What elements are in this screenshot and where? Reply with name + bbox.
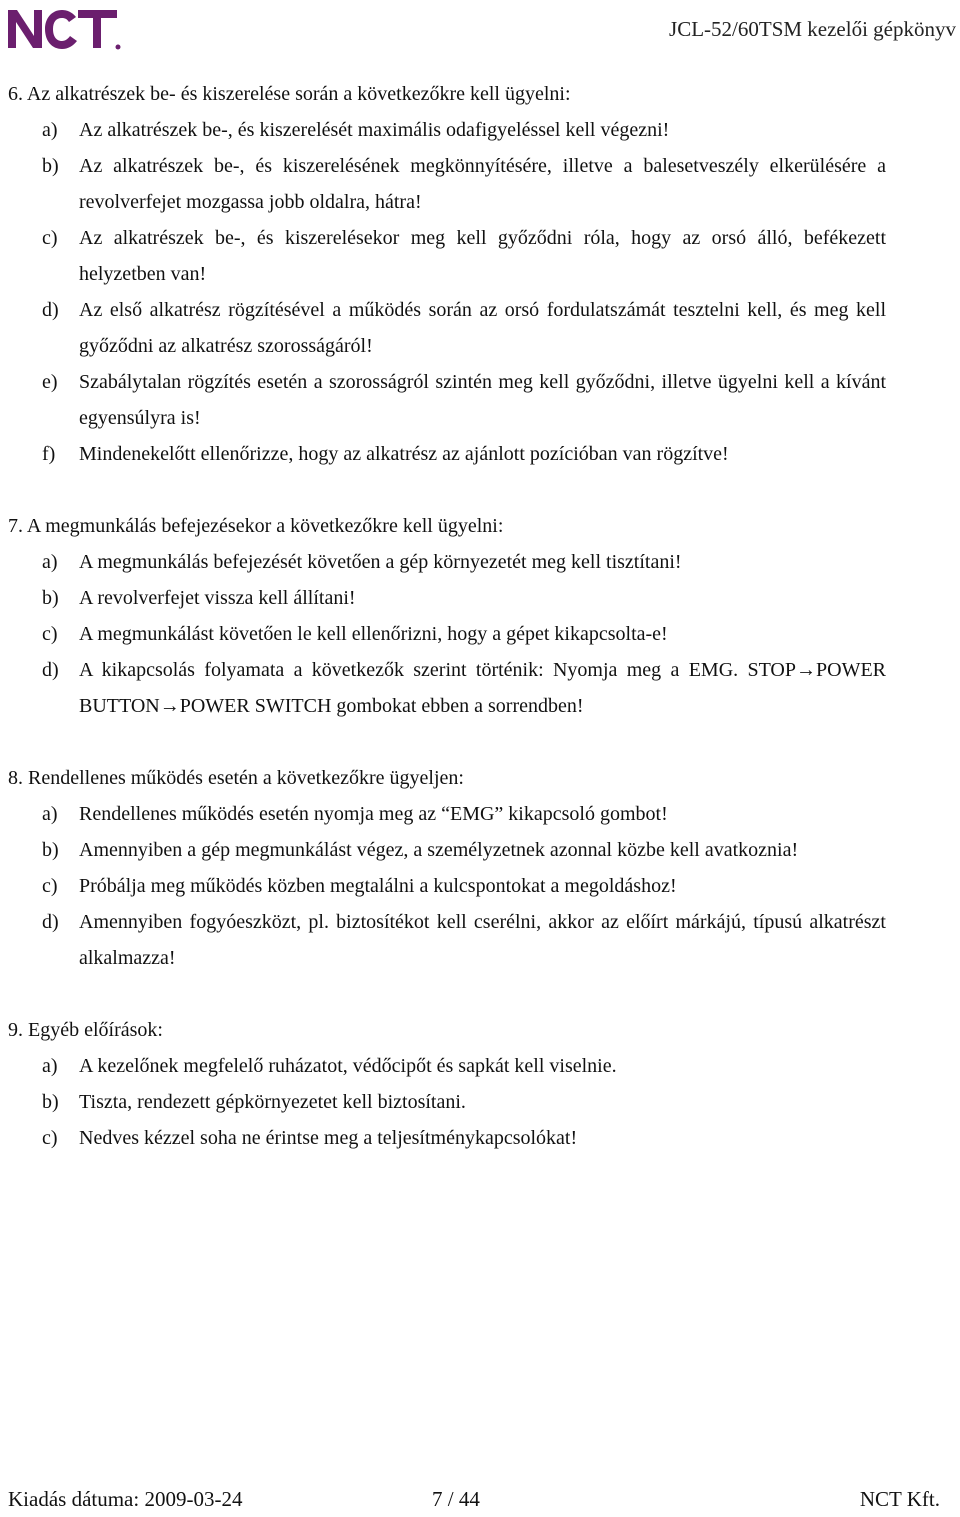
- list-item-letter: a): [42, 551, 58, 573]
- nct-logo-graphic: [6, 4, 122, 52]
- list-item-text: Az alkatrészek be-, és kiszerelésekor meg kell győződni róla, hogy az orsó álló, befékezett helyzetben van!: [79, 227, 886, 285]
- list-item-text: Amennyiben fogyóeszközt, pl. biztosítékot kell cserélni, akkor az előírt márkájú, típusú alkatrészt alkalmazza!: [79, 911, 886, 969]
- page-number: 7 / 44: [432, 1487, 480, 1511]
- list-item-letter: c): [42, 1127, 58, 1149]
- issue-date: Kiadás dátuma: 2009-03-24: [8, 1487, 243, 1511]
- list-item-letter: d): [42, 911, 59, 933]
- section-heading: 8. Rendellenes működés esetén a következőkre ügyeljen:: [8, 767, 464, 789]
- list-item-letter: c): [42, 875, 58, 897]
- list-item-letter: a): [42, 1055, 58, 1077]
- list-item: [8, 796, 886, 832]
- list-item: [8, 364, 886, 436]
- list-item-text: Szabálytalan rögzítés esetén a szorosságról szintén meg kell győződni, illetve ügyelni kell a kívánt egyensúlyra is!: [79, 371, 886, 429]
- list-item-letter: a): [42, 803, 58, 825]
- list-item: [8, 148, 886, 220]
- list-item-text: Próbálja meg működés közben megtalálni a kulcspontokat a megoldáshoz!: [79, 875, 677, 897]
- list-item-text: Az alkatrészek be-, és kiszerelésének megkönnyítésére, illetve a balesetveszély elkerülésére a revolverfejet mozgassa jobb oldalra, hátra!: [79, 155, 886, 213]
- section: [8, 1012, 886, 1156]
- list-item: [8, 616, 886, 652]
- list-item-text: A kikapcsolás folyamata a következők szerint történik: Nyomja meg a EMG. STOP→POWER BUTTON→POWER SWITCH gombokat ebben a sorrendben!: [79, 659, 886, 717]
- section: [8, 76, 886, 472]
- list-item-text: A megmunkálást követően le kell ellenőrizni, hogy a gépet kikapcsolta-e!: [79, 623, 668, 645]
- list-item-letter: c): [42, 227, 58, 249]
- list-item-letter: a): [42, 119, 58, 141]
- list-item-letter: b): [42, 839, 59, 861]
- list-item: [8, 436, 886, 472]
- list-item-letter: e): [42, 371, 58, 393]
- company-name: NCT Kft.: [859, 1487, 940, 1511]
- document-body: [8, 76, 886, 1156]
- list-item-text: Rendellenes működés esetén nyomja meg az “EMG” kikapcsoló gombot!: [79, 803, 668, 825]
- document-title: JCL-52/60TSM kezelői gépkönyv: [669, 17, 956, 41]
- section-heading: 6. Az alkatrészek be- és kiszerelése során a következőkre kell ügyelni:: [8, 83, 571, 105]
- list-item-letter: d): [42, 659, 59, 681]
- list-item-text: Tiszta, rendezett gépkörnyezetet kell biztosítani.: [79, 1091, 466, 1113]
- list-item: [8, 580, 886, 616]
- list-item-text: A kezelőnek megfelelő ruházatot, védőcipőt és sapkát kell viselnie.: [79, 1055, 617, 1077]
- section-heading: 7. A megmunkálás befejezésekor a következőkre kell ügyelni:: [8, 515, 504, 537]
- list-item-letter: b): [42, 587, 59, 609]
- list-item: [8, 1120, 886, 1156]
- list-item-text: Amennyiben a gép megmunkálást végez, a személyzetnek azonnal közbe kell avatkoznia!: [79, 839, 799, 861]
- list-item: [8, 652, 886, 724]
- list-item-text: Az első alkatrész rögzítésével a működés során az orsó fordulatszámát tesztelni kell, és meg kell győződni az alkatrész szorosságáról!: [79, 299, 886, 357]
- list-item: [8, 904, 886, 976]
- list-item: [8, 544, 886, 580]
- list-item-text: Nedves kézzel soha ne érintse meg a teljesítménykapcsolókat!: [79, 1127, 578, 1149]
- list-item: [8, 832, 886, 868]
- list-item: [8, 1084, 886, 1120]
- list-item: [8, 292, 886, 364]
- section-heading: 9. Egyéb előírások:: [8, 1019, 163, 1041]
- list-item: [8, 112, 886, 148]
- list-item: [8, 868, 886, 904]
- section: [8, 508, 886, 724]
- nct-logo: [6, 4, 122, 52]
- list-item-text: Mindenekelőtt ellenőrizze, hogy az alkatrész az ajánlott pozícióban van rögzítve!: [79, 443, 729, 465]
- list-item-text: A megmunkálás befejezését követően a gép környezetét meg kell tisztítani!: [79, 551, 682, 573]
- list-item: [8, 220, 886, 292]
- list-item-letter: c): [42, 623, 58, 645]
- list-item: [8, 1048, 886, 1084]
- list-item-letter: f): [42, 443, 56, 465]
- section: [8, 760, 886, 976]
- list-item-letter: d): [42, 299, 59, 321]
- list-item-text: A revolverfejet vissza kell állítani!: [79, 587, 356, 609]
- list-item-letter: b): [42, 1091, 59, 1113]
- list-item-text: Az alkatrészek be-, és kiszerelését maximális odafigyeléssel kell végezni!: [79, 119, 670, 141]
- list-item-letter: b): [42, 155, 59, 177]
